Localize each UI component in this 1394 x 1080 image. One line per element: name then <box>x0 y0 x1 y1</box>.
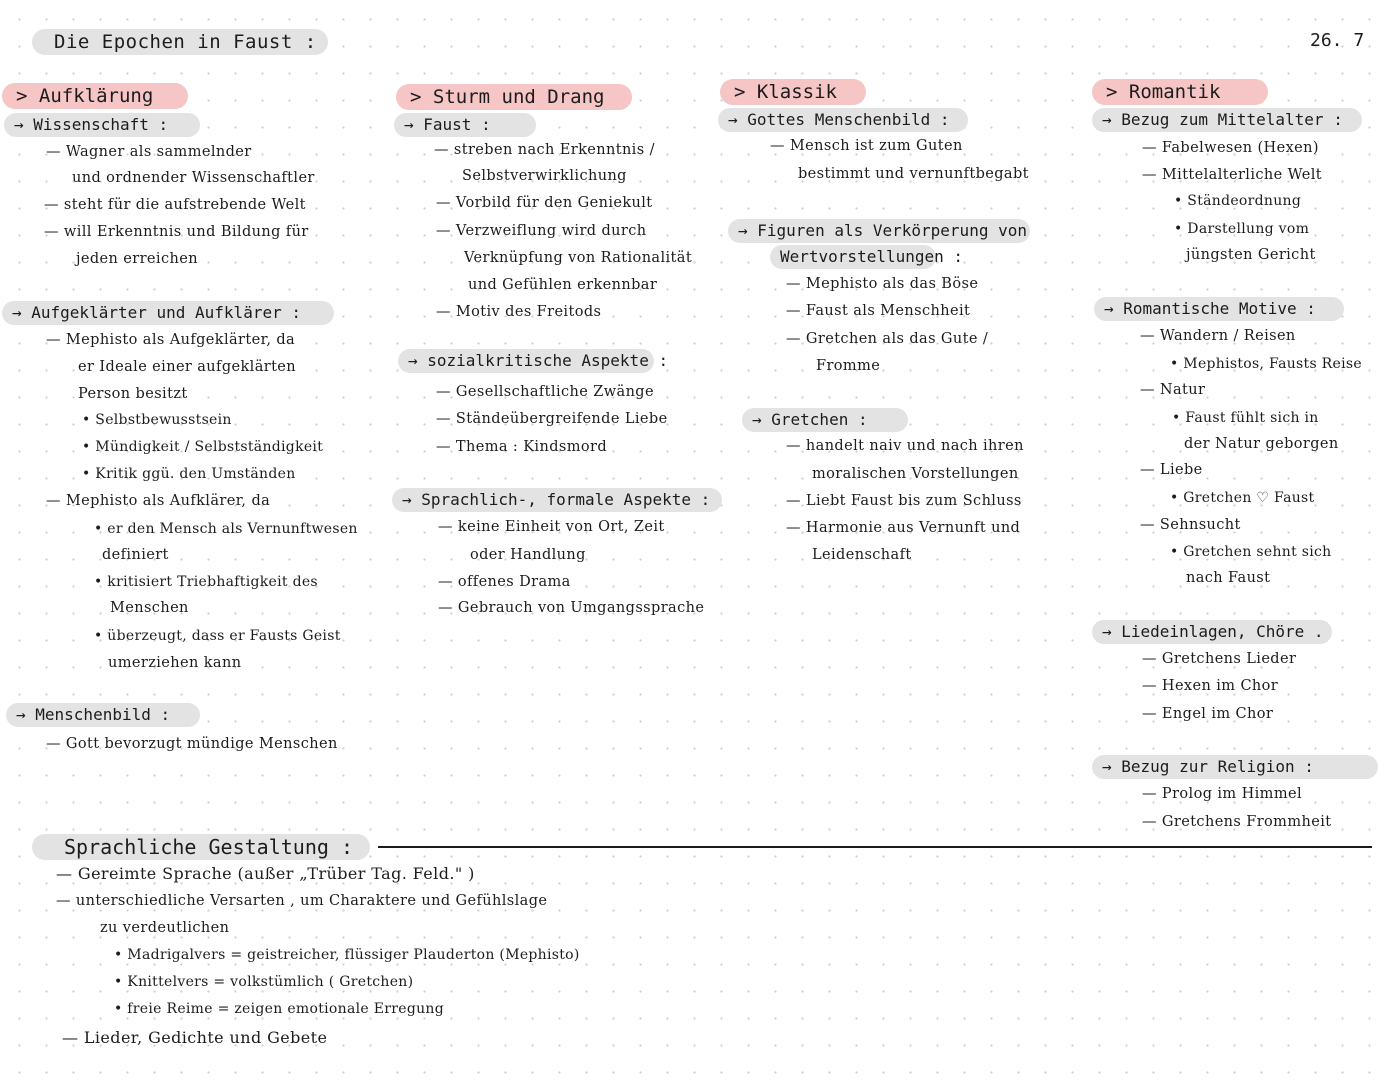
bullet-item: • Gretchen sehnt sich <box>1170 544 1332 560</box>
bullet-item: • freie Reime = zeigen emotionale Erregung <box>114 1001 444 1017</box>
text-line: — Harmonie aus Vernunft und <box>786 520 1021 536</box>
bullet-item: • er den Mensch als Vernunftwesen <box>94 521 358 537</box>
text-line: — Prolog im Himmel <box>1142 786 1302 802</box>
text-line: — streben nach Erkenntnis / <box>434 142 655 158</box>
text-line: — Verzweiflung wird durch <box>436 223 647 239</box>
text-line: — Mephisto als Aufgeklärter, da <box>46 332 296 348</box>
text-line: und ordnender Wissenschaftler <box>72 170 315 186</box>
text-line: — Gretchen als das Gute / <box>786 331 989 347</box>
text-line: oder Handlung <box>470 547 586 563</box>
text-line: Fromme <box>816 358 881 374</box>
text-line: — Thema : Kindsmord <box>436 439 608 455</box>
text-line: — handelt naiv und nach ihren <box>786 438 1024 454</box>
section-gottes-menschenbild: → Gottes Menschenbild : <box>718 108 968 132</box>
text-line: nach Faust <box>1186 570 1271 586</box>
text-line: — Hexen im Chor <box>1142 678 1279 694</box>
bullet-item: • Selbstbewusstsein <box>82 412 232 428</box>
text-line: — Gereimte Sprache (außer „Trüber Tag. Feld." ) <box>56 864 475 883</box>
text-line: Menschen <box>110 600 189 616</box>
bullet-item: • Kritik ggü. den Umständen <box>82 466 296 482</box>
bullet-item: • Gretchen ♡ Faust <box>1170 490 1315 506</box>
epoch-klassik: > Klassik <box>720 79 866 105</box>
section-sprachliche-gestaltung: Sprachliche Gestaltung : <box>32 834 370 860</box>
text-line: Verknüpfung von Rationalität <box>464 250 693 266</box>
bullet-item: • kritisiert Triebhaftigkeit des <box>94 574 318 590</box>
divider <box>378 846 1372 848</box>
text-line: bestimmt und vernunftbegabt <box>798 166 1029 182</box>
bullet-item: • Darstellung vom <box>1174 221 1310 237</box>
text-line: Leidenschaft <box>812 547 912 563</box>
section-liedeinlagen: → Liedeinlagen, Chöre . <box>1092 620 1332 644</box>
section-aufgeklaerter: → Aufgeklärter und Aufklärer : <box>2 301 334 325</box>
text-line: — offenes Drama <box>438 574 571 590</box>
bullet-item: • Madrigalvers = geistreicher, flüssiger Plauderton (Mephisto) <box>114 947 580 963</box>
text-line: — Liebe <box>1140 462 1203 478</box>
text-line: — Wagner als sammelnder <box>46 144 252 160</box>
text-line: Selbstverwirklichung <box>462 168 627 184</box>
section-gretchen: → Gretchen : <box>742 408 908 432</box>
text-line: moralischen Vorstellungen <box>812 466 1019 482</box>
text-line: jüngsten Gericht <box>1186 247 1316 263</box>
text-line: — Mephisto als Aufklärer, da <box>46 493 271 509</box>
text-line: zu verdeutlichen <box>100 920 230 936</box>
text-line: — Ständeübergreifende Liebe <box>436 411 668 427</box>
text-line: umerziehen kann <box>108 655 242 671</box>
section-figuren: → Figuren als Verkörperung von <box>728 219 1030 243</box>
section-faust: → Faust : <box>394 113 536 137</box>
text-line: jeden erreichen <box>76 251 198 267</box>
text-line: — Gott bevorzugt mündige Menschen <box>46 736 338 752</box>
bullet-item: • Mündigkeit / Selbstständigkeit <box>82 439 324 455</box>
date: 26. 7 <box>1310 30 1365 51</box>
text-line: und Gefühlen erkennbar <box>468 277 658 293</box>
text-line: — Gretchens Frommheit <box>1142 814 1332 830</box>
section-mittelalter: → Bezug zum Mittelalter : <box>1092 108 1362 132</box>
text-line: — Mittelalterliche Welt <box>1142 167 1322 183</box>
text-line: — Natur <box>1140 382 1206 398</box>
text-line: — Gebrauch von Umgangssprache <box>438 600 705 616</box>
text-line: er Ideale einer aufgeklärten <box>78 359 297 375</box>
bullet-item: • Mephistos, Fausts Reise <box>1170 356 1362 372</box>
bullet-item: • Ständeordnung <box>1174 193 1302 209</box>
section-menschenbild: → Menschenbild : <box>6 703 200 727</box>
text-line: — Motiv des Freitods <box>436 304 602 320</box>
text-line: — Fabelwesen (Hexen) <box>1142 140 1319 156</box>
text-line: — keine Einheit von Ort, Zeit <box>438 519 665 535</box>
text-line: — Mensch ist zum Guten <box>770 138 963 154</box>
epoch-aufklaerung: > Aufklärung <box>2 83 188 109</box>
text-line: — steht für die aufstrebende Welt <box>44 197 306 213</box>
text-line: — Liebt Faust bis zum Schluss <box>786 493 1022 509</box>
text-line: definiert <box>102 547 169 563</box>
section-romantische-motive: → Romantische Motive : <box>1094 297 1344 321</box>
section-figuren-cont: Wertvorstellungen : <box>770 245 936 269</box>
text-line: — Gesellschaftliche Zwänge <box>436 384 654 400</box>
bullet-item: • Faust fühlt sich in <box>1172 410 1319 426</box>
section-sozialkritisch: → sozialkritische Aspekte : <box>398 349 654 373</box>
text-line: Person besitzt <box>78 386 188 402</box>
section-sprachlich-formal: → Sprachlich-, formale Aspekte : <box>392 488 722 512</box>
page-title: Die Epochen in Faust : <box>32 29 328 55</box>
text-line: — Gretchens Lieder <box>1142 651 1297 667</box>
section-religion: → Bezug zur Religion : <box>1092 755 1378 779</box>
text-line: — Lieder, Gedichte und Gebete <box>62 1028 328 1047</box>
text-line: — unterschiedliche Versarten , um Charaktere und Gefühlslage <box>56 893 548 909</box>
section-wissenschaft: → Wissenschaft : <box>4 113 200 137</box>
epoch-sturm-und-drang: > Sturm und Drang <box>396 84 632 110</box>
text-line: — Faust als Menschheit <box>786 303 971 319</box>
text-line: — Engel im Chor <box>1142 706 1274 722</box>
epoch-romantik: > Romantik <box>1092 79 1268 105</box>
text-line: — Vorbild für den Geniekult <box>436 195 653 211</box>
bullet-item: • Knittelvers = volkstümlich ( Gretchen) <box>114 974 414 990</box>
text-line: — Sehnsucht <box>1140 517 1241 533</box>
bullet-item: • überzeugt, dass er Fausts Geist <box>94 628 341 644</box>
text-line: der Natur geborgen <box>1184 436 1339 452</box>
text-line: — will Erkenntnis und Bildung für <box>44 224 309 240</box>
text-line: — Wandern / Reisen <box>1140 328 1296 344</box>
text-line: — Mephisto als das Böse <box>786 276 979 292</box>
